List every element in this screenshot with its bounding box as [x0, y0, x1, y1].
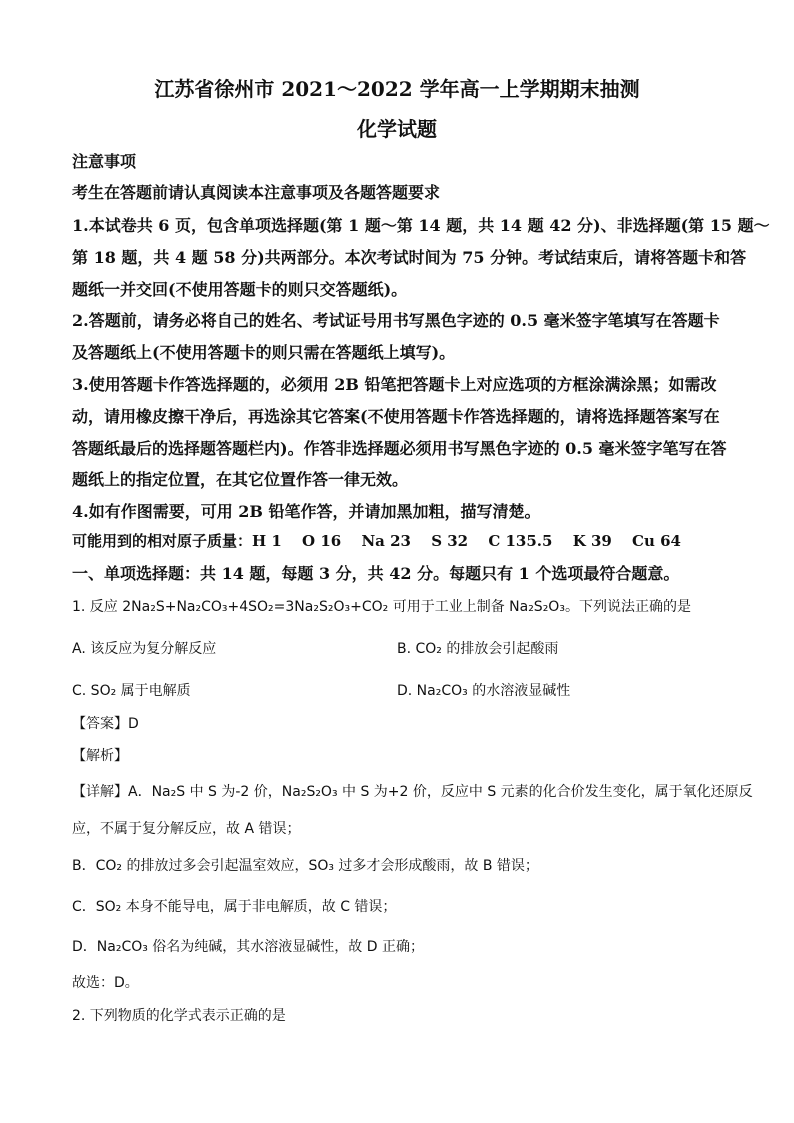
- notes-line: 3.使用答题卡作答选择题的，必须用 2B 铅笔把答题卡上对应选项的方框涂满涂黑；如需改: [72, 375, 717, 394]
- notes-line: 答题纸最后的选择题答题栏内)。作答非选择题必须用书写黑色字迹的 0.5 毫米签字笔写在答: [72, 439, 727, 458]
- atomic-mass-table: 可能用到的相对原子质量：H 1 O 16 Na 23 S 32 C 135.5 K 39 Cu 64: [72, 532, 681, 550]
- notes-line: 动，请用橡皮擦干净后，再选涂其它答案(不使用答题卡作答选择题的，请将选择题答案写在: [72, 407, 720, 426]
- notes-line: 及答题纸上(不使用答题卡的则只需在答题纸上填写)。: [72, 343, 456, 362]
- answer-label: 【答案】D: [72, 716, 139, 732]
- question-2-stem: 2. 下列物质的化学式表示正确的是: [72, 1008, 286, 1024]
- explanation-line: D．Na₂CO₃ 俗名为纯碱，其水溶液显碱性，故 D 正确；: [72, 939, 424, 955]
- notes-line: 题纸上的指定位置，在其它位置作答一律无效。: [72, 470, 409, 489]
- notes-line: 1.本试卷共 6 页，包含单项选择题(第 1 题～第 14 题，共 14 题 42 分)、非选择题(第 15 题～: [72, 216, 770, 235]
- explanation-line: B．CO₂ 的排放过多会引起温室效应，SO₃ 过多才会形成酸雨，故 B 错误；: [72, 858, 539, 874]
- notes-line: 第 18 题，共 4 题 58 分)共两部分。本次考试时间为 75 分钟。考试结束后，请将答题卡和答: [72, 248, 747, 267]
- page-title: 江苏省徐州市 2021～2022 学年高一上学期期末抽测: [154, 77, 640, 101]
- explanation-line: 应，不属于复分解反应，故 A 错误；: [72, 821, 301, 837]
- question-1-option-d: D. Na₂CO₃ 的水溶液显碱性: [397, 683, 571, 699]
- page-subtitle: 化学试题: [357, 117, 437, 141]
- notes-intro: 考生在答题前请认真阅读本注意事项及各题答题要求: [72, 183, 441, 202]
- notes-heading: 注意事项: [72, 152, 137, 171]
- conclusion-line: 故选：D。: [72, 975, 139, 991]
- question-1-option-b: B. CO₂ 的排放会引起酸雨: [397, 641, 559, 657]
- question-1-stem: 1. 反应 2Na₂S+Na₂CO₃+4SO₂=3Na₂S₂O₃+CO₂ 可用于工业上制备 Na₂S₂O₃。下列说法正确的是: [72, 599, 691, 615]
- question-1-option-c: C. SO₂ 属于电解质: [72, 683, 191, 699]
- explanation-line: 【详解】A．Na₂S 中 S 为-2 价，Na₂S₂O₃ 中 S 为+2 价，反应中 S 元素的化合价发生变化，属于氧化还原反: [72, 784, 753, 800]
- notes-line: 2.答题前，请务必将自己的姓名、考试证号用书写黑色字迹的 0.5 毫米签字笔填写在答题卡: [72, 311, 720, 330]
- question-1-option-a: A. 该反应为复分解反应: [72, 641, 217, 657]
- section-heading: 一、单项选择题：共 14 题，每题 3 分，共 42 分。每题只有 1 个选项最符合题意。: [72, 564, 680, 583]
- explanation-line: C．SO₂ 本身不能导电，属于非电解质，故 C 错误；: [72, 899, 397, 915]
- notes-line: 4.如有作图需要，可用 2B 铅笔作答，并请加黑加粗，描写清楚。: [72, 502, 541, 521]
- notes-line: 题纸一并交回(不使用答题卡的则只交答题纸)。: [72, 280, 408, 299]
- analysis-label: 【解析】: [72, 748, 128, 764]
